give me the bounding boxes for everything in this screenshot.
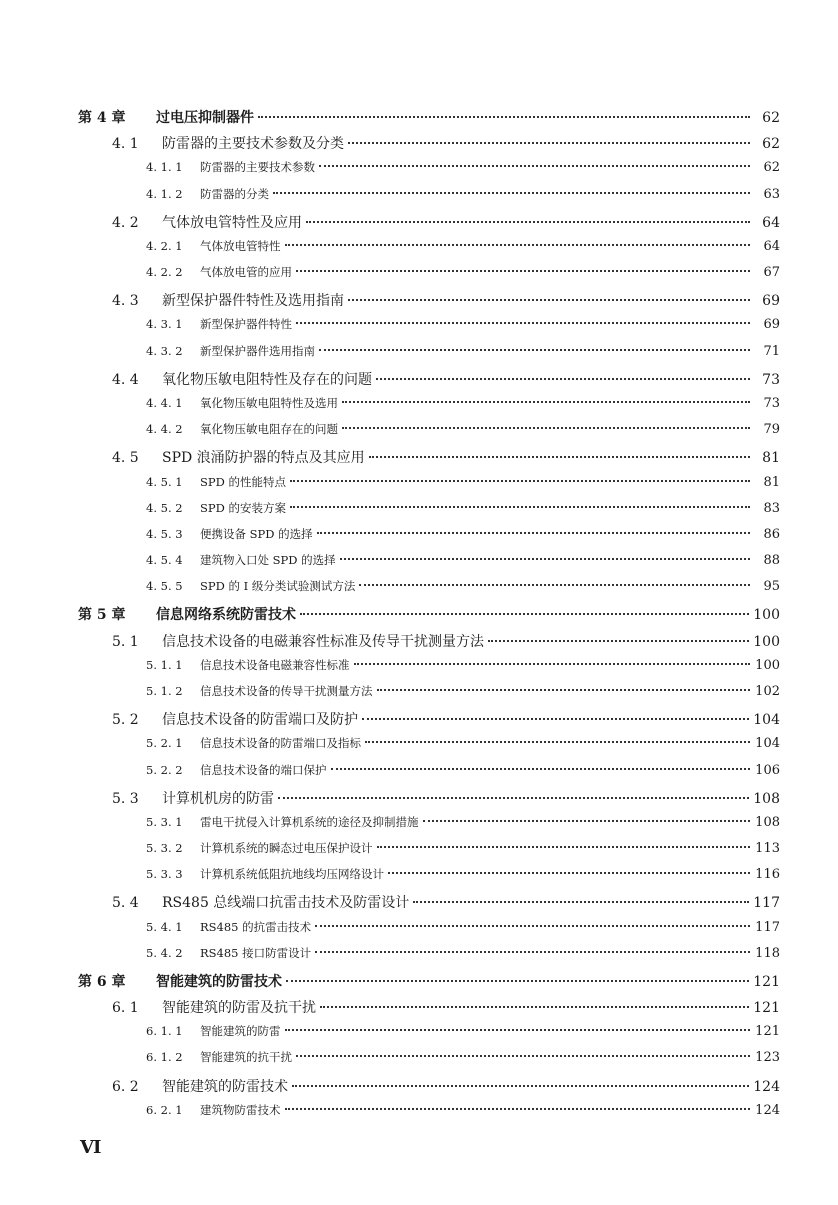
toc-entry-page: 100	[753, 633, 780, 650]
toc-entry-title: 信息技术设备的端口保护	[200, 762, 327, 777]
toc-entry-number: 5. 1. 2	[146, 683, 183, 698]
dot-leader	[413, 900, 749, 903]
toc-entry-number: 5. 2	[112, 712, 139, 729]
toc-entry-title: 新型保护器件特性及选用指南	[162, 293, 344, 310]
toc-subsection-entry	[146, 919, 780, 935]
dot-leader	[292, 1084, 749, 1087]
toc-subsection-entry	[146, 474, 780, 490]
toc-entry-title: 气体放电管特性及应用	[162, 214, 302, 231]
toc-entry-number: 4. 5. 3	[146, 526, 183, 541]
toc-entry-page: 118	[755, 945, 780, 961]
toc-entry-number: 5. 2. 1	[146, 736, 183, 751]
toc-entry-title: 氧化物压敏电阻特性及选用	[200, 395, 338, 410]
toc-entry-page: 117	[755, 919, 780, 935]
dot-leader	[273, 191, 750, 194]
dot-leader	[296, 321, 750, 324]
toc-entry-title: 智能建筑的抗干扰	[200, 1050, 292, 1065]
toc-subsection-entry	[146, 866, 780, 882]
toc-section-entry	[112, 709, 780, 729]
toc-subsection-entry	[146, 683, 780, 699]
dot-leader	[369, 455, 750, 458]
dot-leader	[362, 717, 749, 720]
toc-entry-number: 4. 2. 1	[146, 238, 183, 253]
dot-leader	[340, 557, 750, 560]
toc-entry-title: 防雷器的主要技术参数及分类	[162, 136, 344, 153]
toc-entry-title: 计算机机房的防雷	[162, 790, 274, 807]
dot-leader	[290, 479, 750, 482]
toc-section-entry	[112, 290, 780, 310]
toc-entry-number: 4. 5	[112, 450, 139, 467]
toc-chapter-entry	[78, 107, 780, 127]
toc-section-entry	[112, 1076, 780, 1096]
toc-entry-number: 4. 5. 1	[146, 474, 183, 489]
toc-subsection-entry	[146, 395, 780, 411]
toc-entry-number: 4. 3. 2	[146, 343, 183, 358]
dot-leader	[317, 531, 750, 534]
toc-entry-page: 100	[755, 657, 780, 673]
toc-entry-title: 计算机系统低阻抗地线均压网络设计	[200, 867, 384, 882]
toc-entry-title: RS485 的抗雷击技术	[200, 919, 312, 934]
toc-entry-number: 4. 5. 2	[146, 500, 183, 515]
toc-entry-page: 79	[763, 422, 780, 438]
toc-entry-number: 5. 4. 2	[146, 945, 183, 960]
toc-entry-number: 5. 2. 2	[146, 762, 183, 777]
toc-subsection-entry	[146, 840, 780, 856]
toc-entry-number: 5. 4	[112, 895, 139, 912]
toc-entry-number: 5. 1	[112, 633, 139, 650]
toc-subsection-entry	[146, 526, 780, 542]
toc-subsection-entry	[146, 657, 780, 673]
toc-entry-title: 智能建筑的防雷技术	[162, 1078, 288, 1095]
toc-entry-title: 智能建筑的防雷技术	[156, 973, 282, 990]
dot-leader	[377, 845, 751, 848]
toc-entry-number: 4. 1. 1	[146, 160, 183, 175]
toc-entry-title: 氧化物压敏电阻特性及存在的问题	[162, 371, 372, 388]
toc-subsection-entry	[146, 343, 780, 359]
toc-entry-title: 建筑物入口处 SPD 的选择	[200, 553, 336, 568]
toc-entry-number: 5. 3	[112, 790, 139, 807]
dot-leader	[376, 377, 750, 380]
toc-subsection-entry	[146, 552, 780, 568]
toc-entry-page: 64	[762, 214, 780, 231]
toc-entry-page: 88	[763, 553, 780, 569]
toc-section-entry	[112, 369, 780, 389]
toc-entry-title: SPD 的 I 级分类试验测试方法	[200, 579, 356, 594]
toc-entry-page: 113	[755, 841, 780, 857]
toc-subsection-entry	[146, 159, 780, 175]
toc-subsection-entry	[146, 264, 780, 280]
dot-leader	[258, 115, 750, 118]
toc-entry-title: SPD 浪涌防护器的特点及其应用	[162, 450, 365, 467]
toc-entry-title: 智能建筑的防雷	[200, 1024, 281, 1039]
toc-subsection-entry	[146, 238, 780, 254]
toc-entry-number: 4. 4. 2	[146, 422, 183, 437]
dot-leader	[306, 220, 750, 223]
toc-entry-page: 123	[755, 1050, 780, 1066]
toc-subsection-entry	[146, 1102, 780, 1118]
toc-entry-number: 6. 1	[112, 1000, 139, 1017]
toc-entry-page: 64	[763, 238, 780, 254]
toc-entry-number: 6. 2	[112, 1078, 139, 1095]
dot-leader	[278, 796, 749, 799]
dot-leader	[285, 243, 751, 246]
toc-entry-title: SPD 的安装方案	[200, 500, 286, 515]
dot-leader	[315, 924, 750, 927]
toc-entry-title: 防雷器的主要技术参数	[200, 160, 315, 175]
toc-entry-page: 121	[755, 1024, 780, 1040]
toc-entry-page: 69	[763, 317, 780, 333]
toc-entry-page: 104	[753, 712, 780, 729]
dot-leader	[319, 164, 750, 167]
toc-entry-page: 108	[755, 814, 780, 830]
toc-entry-page: 62	[762, 136, 780, 153]
toc-entry-page: 81	[762, 450, 780, 467]
dot-leader	[348, 298, 750, 301]
toc-entry-title: 信息技术设备的防雷端口及指标	[200, 736, 361, 751]
dot-leader	[285, 1107, 751, 1110]
toc-entry-title: 防雷器的分类	[200, 186, 269, 201]
toc-section-entry	[112, 892, 780, 912]
toc-entry-number: 4. 5. 5	[146, 579, 183, 594]
toc-entry-number: 5. 3. 3	[146, 867, 183, 882]
toc-entry-page: 86	[763, 526, 780, 542]
toc-entry-title: 信息技术设备电磁兼容性标准	[200, 657, 350, 672]
toc-entry-title: 新型保护器件特性	[200, 317, 292, 332]
toc-entry-title: RS485 接口防雷设计	[200, 945, 312, 960]
toc-entry-page: 104	[755, 736, 780, 752]
toc-entry-page: 73	[762, 371, 780, 388]
toc-subsection-entry	[146, 186, 780, 202]
toc-entry-page: 124	[753, 1078, 780, 1095]
toc-entry-number: 4. 3. 1	[146, 317, 183, 332]
toc-entry-title: 雷电干扰侵入计算机系统的途径及抑制措施	[200, 814, 419, 829]
dot-leader	[320, 1005, 749, 1008]
dot-leader	[365, 740, 750, 743]
toc-subsection-entry	[146, 1023, 780, 1039]
toc-entry-page: 116	[755, 867, 780, 883]
toc-entry-number: 6. 1. 1	[146, 1024, 183, 1039]
toc-subsection-entry	[146, 945, 780, 961]
toc-entry-number: 4. 4. 1	[146, 395, 183, 410]
toc-entry-page: 117	[753, 895, 780, 912]
toc-entry-number: 6. 1. 2	[146, 1050, 183, 1065]
dot-leader	[300, 612, 749, 615]
dot-leader	[319, 348, 750, 351]
toc-entry-page: 124	[755, 1102, 780, 1118]
toc-chapter-entry	[78, 971, 780, 991]
toc-entry-title: 计算机系统的瞬态过电压保护设计	[200, 841, 373, 856]
toc-entry-title: 信息技术设备的传导干扰测量方法	[200, 683, 373, 698]
toc-entry-number: 5. 3. 1	[146, 814, 183, 829]
dot-leader	[488, 639, 749, 642]
toc-entry-number: 4. 2. 2	[146, 265, 183, 280]
toc-subsection-entry	[146, 762, 780, 778]
toc-entry-title: 气体放电管特性	[200, 238, 281, 253]
toc-entry-number: 4. 4	[112, 371, 139, 388]
toc-section-entry	[112, 631, 780, 651]
toc-entry-number: 5. 1. 1	[146, 657, 183, 672]
toc-entry-title: 建筑物防雷技术	[200, 1102, 281, 1117]
dot-leader	[348, 141, 750, 144]
toc-entry-page: 102	[755, 683, 780, 699]
page-folio: VI	[80, 1137, 101, 1158]
dot-leader	[388, 871, 750, 874]
toc-entry-page: 81	[763, 474, 780, 490]
toc-section-entry	[112, 133, 780, 153]
toc-entry-page: 73	[763, 395, 780, 411]
toc-entry-number: 4. 2	[112, 214, 139, 231]
toc-entry-title: 智能建筑的防雷及抗干扰	[162, 1000, 316, 1017]
dot-leader	[342, 426, 750, 429]
toc-entry-page: 67	[763, 265, 780, 281]
dot-leader	[290, 505, 750, 508]
toc-entry-title: 气体放电管的应用	[200, 265, 292, 280]
toc-subsection-entry	[146, 814, 780, 830]
toc-section-entry	[112, 212, 780, 232]
toc-entry-title: 过电压抑制器件	[156, 110, 254, 126]
toc-section-entry	[112, 447, 780, 467]
toc-entry-number: 5. 4. 1	[146, 919, 183, 934]
toc-entry-page: 100	[753, 607, 780, 624]
dot-leader	[285, 1028, 751, 1031]
toc-entry-title: RS485 总线端口抗雷击技术及防雷设计	[162, 895, 410, 912]
toc-subsection-entry	[146, 316, 780, 332]
toc-subsection-entry	[146, 500, 780, 516]
toc-entry-page: 121	[753, 973, 780, 990]
toc-section-entry	[112, 997, 780, 1017]
dot-leader	[377, 688, 751, 691]
toc-entry-number: 4. 3	[112, 293, 139, 310]
toc-entry-title: 便携设备 SPD 的选择	[200, 526, 313, 541]
toc-chapter-entry	[78, 604, 780, 624]
toc-entry-page: 106	[755, 762, 780, 778]
toc-entry-number: 第 6 章	[78, 973, 126, 990]
toc-subsection-entry	[146, 735, 780, 751]
toc-entry-title: SPD 的性能特点	[200, 474, 286, 489]
toc-entry-page: 62	[763, 160, 780, 176]
toc-entry-number: 6. 2. 1	[146, 1102, 183, 1117]
toc-entry-page: 108	[753, 790, 780, 807]
toc-entry-page: 69	[762, 293, 780, 310]
toc-entry-page: 121	[753, 1000, 780, 1017]
toc-entry-page: 71	[763, 343, 780, 359]
toc-entry-page: 63	[763, 186, 780, 202]
toc-entry-page: 62	[762, 110, 780, 126]
dot-leader	[331, 767, 751, 770]
toc-entry-title: 新型保护器件选用指南	[200, 343, 315, 358]
toc-entry-title: 信息网络系统防雷技术	[156, 607, 296, 624]
toc-entry-number: 4. 1	[112, 136, 139, 153]
toc-entry-title: 信息技术设备的电磁兼容性标准及传导干扰测量方法	[162, 633, 484, 650]
toc-entry-number: 4. 5. 4	[146, 553, 183, 568]
toc-subsection-entry	[146, 421, 780, 437]
toc-entry-number: 第 5 章	[78, 607, 126, 624]
toc-subsection-entry	[146, 1049, 780, 1065]
toc-entry-page: 95	[763, 579, 780, 595]
toc-entry-number: 5. 3. 2	[146, 841, 183, 856]
dot-leader	[359, 583, 750, 586]
dot-leader	[296, 269, 750, 272]
dot-leader	[286, 979, 749, 982]
toc-entry-number: 第 4 章	[78, 110, 126, 126]
dot-leader	[423, 819, 751, 822]
dot-leader	[342, 400, 750, 403]
dot-leader	[315, 950, 750, 953]
dot-leader	[296, 1054, 750, 1057]
toc-entry-number: 4. 1. 2	[146, 186, 183, 201]
toc-entry-title: 氧化物压敏电阻存在的问题	[200, 422, 338, 437]
toc-entry-title: 信息技术设备的防雷端口及防护	[162, 712, 358, 729]
toc-subsection-entry	[146, 578, 780, 594]
dot-leader	[354, 662, 751, 665]
toc-entry-page: 83	[763, 500, 780, 516]
toc-section-entry	[112, 788, 780, 808]
